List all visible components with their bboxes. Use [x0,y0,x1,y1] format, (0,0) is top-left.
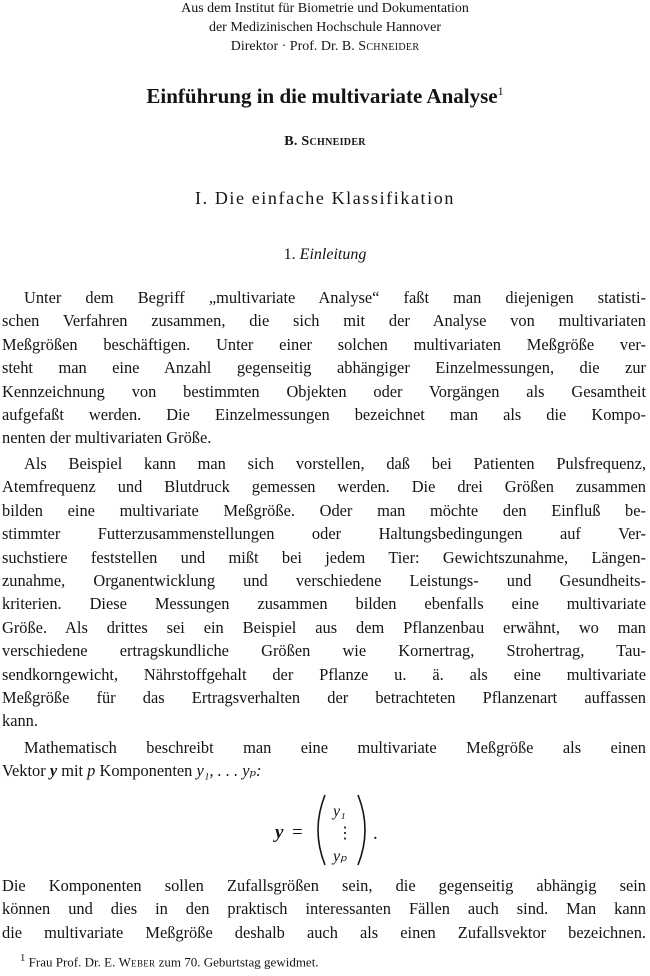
text-line: Größe. Als drittes sei ein Beispiel aus dem Pflanzenbau erwähnt, wo man [2,617,646,637]
director-name: Schneider [358,39,420,54]
text-line: Meßgröße für das Ertragsverhalten der betrachteten Pflanzenart auffassen [2,687,646,707]
vector-bottom: yₚ [333,848,347,865]
school-line: der Medizinischen Hochschule Hannover [208,20,442,35]
text-line: schen Verfahren zusammen, die sich mit der Analyse von multivariaten [2,311,646,331]
p-symbol: p [87,761,96,781]
vector-word: Vektor [2,761,46,781]
footnote-mark: 1 [20,952,26,964]
text-line: suchstiere feststellen und mißt bei jedem Tier: Gewichtszunahme, Längen- [2,547,646,567]
title-footnote-mark: 1 [497,84,504,98]
footnote-name: Weber [118,954,156,970]
text-line: bilden eine multivariate Meßgröße. Oder man möchte den Einfluß be- [2,500,646,520]
text-line: verschiedene ertragskundliche Größen wie Kornertrag, Strohertrag, Tau- [2,641,646,661]
equation-end: . [373,823,378,844]
text-line: kann. [2,711,38,731]
text-line: Mathematisch beschreibt man eine multivariate Meßgröße als einen [24,738,646,757]
text-line: zunahme, Organentwicklung und verschiedene Leistungs- und Gesundheits- [2,570,646,590]
vector-top: y₁ [333,803,346,820]
vector-equation [0,790,650,870]
director-prefix: Direktor · Prof. Dr. B. [230,39,355,54]
subsection-title: Einleitung [299,246,367,263]
text-line: aufgefaßt werden. Die Einzelmessungen bezeichnet man als die Kompo- [2,404,646,424]
text-line: kriterien. Diese Messungen zusammen bilden ebenfalls eine multivariate [2,594,646,614]
vector-definition-line [2,759,646,782]
text-line: die multivariate Meßgröße deshalb auch als einen Zufallsvektor bezeichnen. [2,922,646,942]
author: B. Schneider [284,134,366,149]
text-line: können und dies in den praktisch interessanten Fällen auch sind. Man kann [2,899,646,919]
footnote-text-a: Frau Prof. Dr. E. [28,954,116,970]
footnote-text-b: zum 70. Geburtstag gewidmet. [158,954,319,970]
paper-title [0,84,650,109]
paragraph-1 [2,286,646,450]
text-line: steht man eine Anzahl gegenseitig abhängiger Einzelmessungen, die zur [2,358,646,378]
institute-line: Aus dem Institut für Biometrie und Dokumentation [181,1,469,16]
equation-lhs: y [275,822,284,843]
paragraph-4 [2,874,646,944]
left-paren [318,795,325,865]
footnote [20,952,640,970]
vector-dots: ⋮ [337,825,353,842]
text-line: sendkorngewicht, Nährstoffgehalt der Pflanze u. ä. als eine multivariate [2,664,646,684]
mit-word: mit [61,761,84,781]
equation-graphic [0,790,650,870]
paragraph-3 [2,736,646,783]
paragraph-2 [2,452,646,733]
text-line: Kennzeichnung von bestimmten Objekten oder Vorgängen als Gesamtheit [2,381,646,401]
equation-equals: = [292,822,303,843]
section-heading: I. Die einfache Klassifikation [195,188,455,208]
title-text: Einführung in die multivariate Analyse [146,84,498,108]
subsection-heading [0,246,650,264]
text-line: Die Komponenten sollen Zufallsgrößen sein, die gegenseitig abhängig sein [2,876,646,895]
text-line: stimmter Futterzusammenstellungen oder Haltungsbedingungen auf Ver- [2,524,646,544]
right-paren [358,795,365,865]
text-line: Atemfrequenz und Blutdruck gemessen werden. Die drei Größen zusammen [2,477,646,497]
components-word: Komponenten [99,761,193,781]
text-line: Unter dem Begriff „multivariate Analyse“ faßt man diejenigen statisti- [24,288,646,307]
text-line: nenten der multivariaten Größe. [2,428,212,448]
director-line [0,38,650,56]
component-list: y₁, . . . yₚ: [196,761,262,781]
text-line: Als Beispiel kann man sich vorstellen, daß bei Patienten Pulsfrequenz, [24,454,646,473]
text-line: Meßgrößen beschäftigen. Unter einer solchen multivariaten Meßgröße ver- [2,334,646,354]
subsection-number: 1. [283,246,296,263]
vector-symbol: y [49,761,58,781]
